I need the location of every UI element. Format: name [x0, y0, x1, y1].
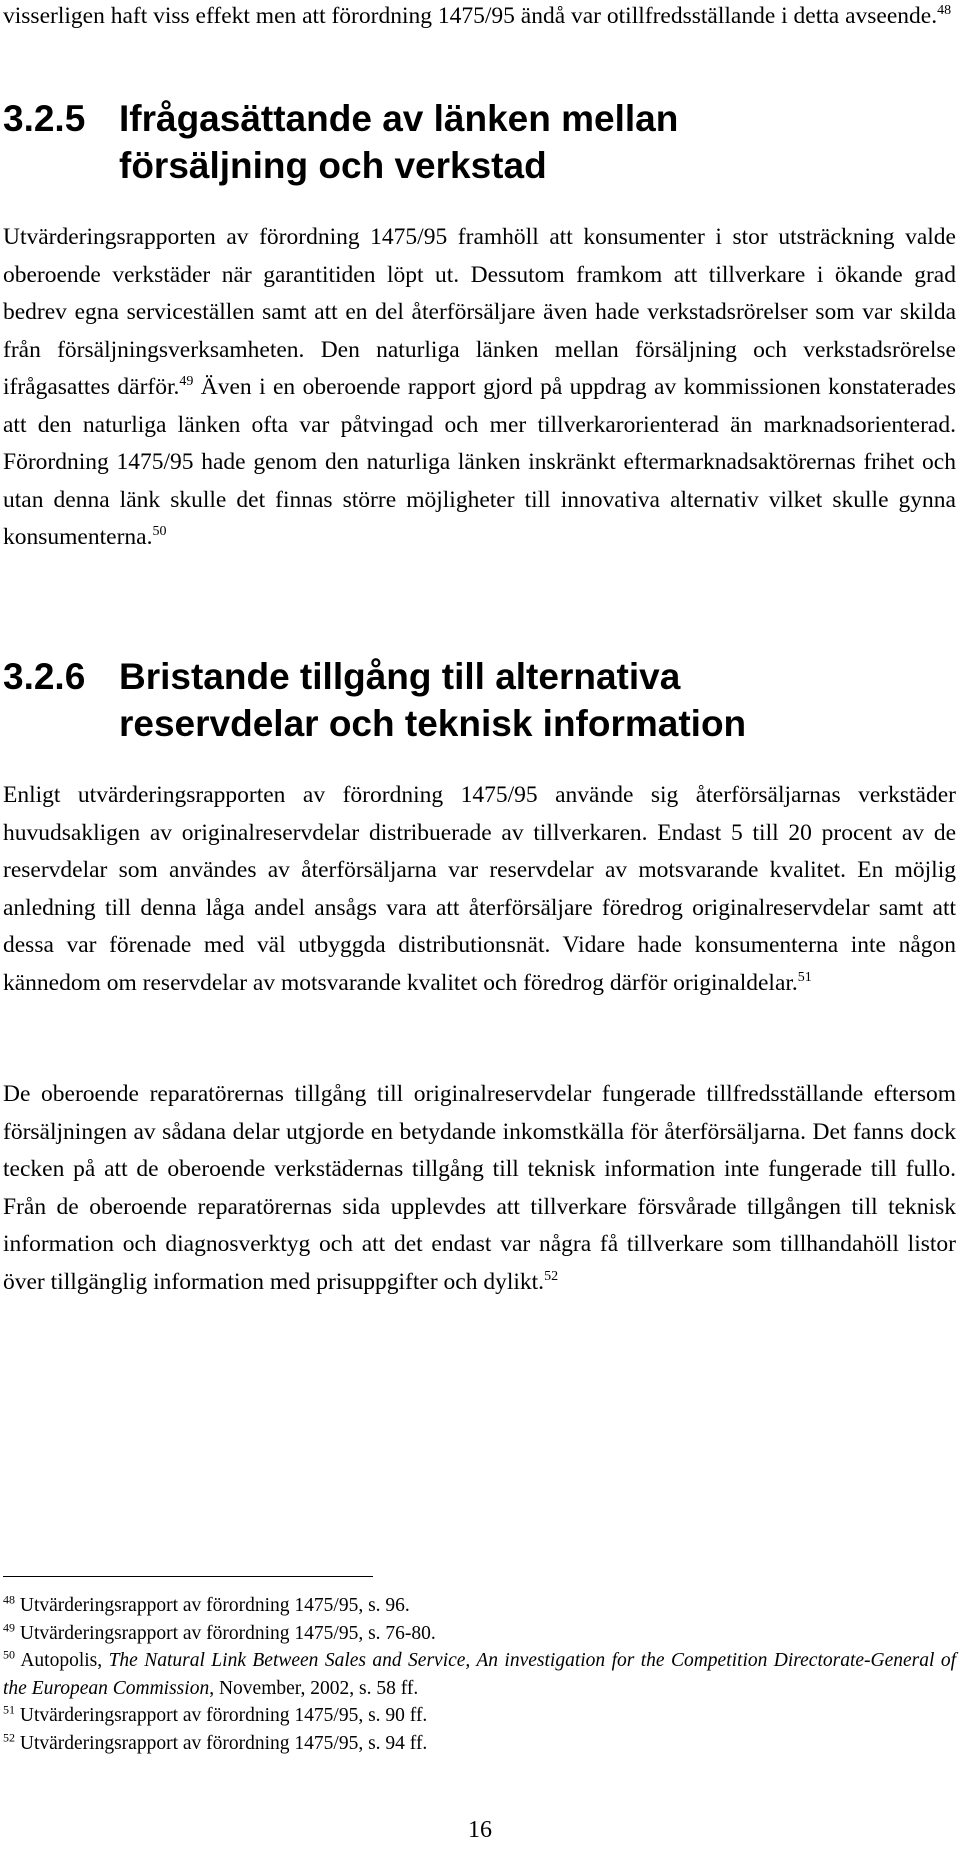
paragraph-text: De oberoende reparatörernas tillgång till originalreservdelar fungerade tillfredsställande eftersom försäljningen av sådana delar utgjorde en betydande inkomstkälla för återförsäljarna. Det fanns dock tecken på att de oberoende verkstädernas tillgång till teknisk information inte fungerade till fullo. Från de oberoende reparatörernas sida upplevdes att tillverkare försvårade tillgången till teknisk information och diagnosverktyg och att det endast var några få tillverkare som tillhandahöll listor över tillgänglig information med prisuppgifter och dylikt.: [3, 1081, 956, 1295]
footnote-separator: [3, 1576, 373, 1577]
paragraph-text-part1: Utvärderingsrapporten av förordning 1475/95 framhöll att konsumenter i stor utsträckning valde oberoende verkstäder när garantitiden löpt ut. Dessutom framkom att tillverkare i ökande grad bedrev egna serviceställen samt att en del återförsäljare även hade verkstadsrörelser som var skilda från försäljningsverksamheten. Den naturliga länken mellan försäljning och verkstadsrörelse ifrågasattes därför.: [3, 224, 956, 400]
section-heading-3-2-6: [3, 653, 956, 747]
footnote-50: [3, 1647, 956, 1702]
footnote-number: 52: [3, 1730, 15, 1744]
footnote-text: Utvärderingsrapport av förordning 1475/95, s. 96.: [19, 1595, 410, 1616]
section-title-line1: Bristande tillgång till alternativa: [119, 656, 681, 697]
footnote-number: 50: [3, 1647, 15, 1662]
footnote-text: Utvärderingsrapport av förordning 1475/95, s. 76-80.: [19, 1622, 436, 1644]
section-number: 3.2.5: [3, 98, 86, 139]
footnote-number: 48: [3, 1592, 15, 1607]
footnote-49: [3, 1620, 956, 1648]
footnote-ref-52: 52: [544, 1268, 559, 1284]
section-title-line2: försäljning och verkstad: [119, 145, 547, 186]
footnote-ref-51: 51: [797, 969, 812, 985]
section-heading-3-2-5: [3, 95, 956, 189]
paragraph-text: Enligt utvärderingsrapporten av förordning 1475/95 använde sig återförsäljarnas verkstäder huvudsakligen av originalreservdelar distribuerade av tillverkaren. Endast 5 till 20 procent av de reservdelar som användes av återförsäljarna var reservdelar av motsvarande kvalitet. En möjlig anledning till denna låga andel ansågs vara att återförsäljare föredrog originalreservdelar samt att dessa var förenade med väl utbyggda distributionsnät. Vidare hade konsumenterna inte någon kännedom om reservdelar av motsvarande kvalitet och föredrog därför originaldelar.: [3, 782, 956, 996]
footnote-text: Utvärderingsrapport av förordning 1475/95, s. 94 ff.: [19, 1732, 428, 1754]
section-3-2-6-paragraph-1: [3, 777, 956, 1002]
intro-paragraph: [3, 0, 956, 36]
footnote-51: [3, 1702, 956, 1730]
footnote-48: [3, 1592, 956, 1620]
footnote-ref-50: 50: [152, 524, 167, 540]
footnote-ref-48: 48: [937, 3, 952, 19]
footnote-52: [3, 1730, 956, 1758]
paragraph-text-part2: Även i en oberoende rapport gjord på uppdrag av kommissionen konstaterades att den naturliga länken ofta var påtvingad och mer tillverkarorienterad än marknadsorienterad. Förordning 1475/95 hade genom den naturliga länken inskränkt eftermarknadsaktörernas frihet och utan denna länk skulle det finnas större möjligheter till innovativa alternativ vilket skulle gynna konsumenterna.: [3, 374, 956, 550]
footnote-number: 49: [3, 1620, 15, 1634]
footnote-text: Utvärderingsrapport av förordning 1475/95, s. 90 ff.: [19, 1705, 428, 1726]
section-title-line2: reservdelar och teknisk information: [119, 703, 747, 744]
footnote-text-before: Autopolis,: [20, 1650, 109, 1671]
footnotes: [3, 1592, 956, 1757]
footnote-ref-49: 49: [179, 374, 194, 390]
section-3-2-6-paragraph-2: [3, 1076, 956, 1301]
section-3-2-5-paragraph: [3, 219, 956, 557]
footnote-italic-title: The Natural Link Between Sales and Service, An investigation for the Competition Directorate-General of the European Commission: [3, 1650, 956, 1699]
footnote-number: 51: [3, 1702, 15, 1717]
section-title-line1: Ifrågasättande av länken mellan: [119, 98, 679, 139]
page-number: 16: [468, 1817, 492, 1843]
section-number: 3.2.6: [3, 656, 86, 697]
footnote-text-after: , November, 2002, s. 58 ff.: [209, 1677, 419, 1699]
intro-text: visserligen haft viss effekt men att förordning 1475/95 ändå var otillfredsställande i detta avseende.: [3, 3, 938, 29]
